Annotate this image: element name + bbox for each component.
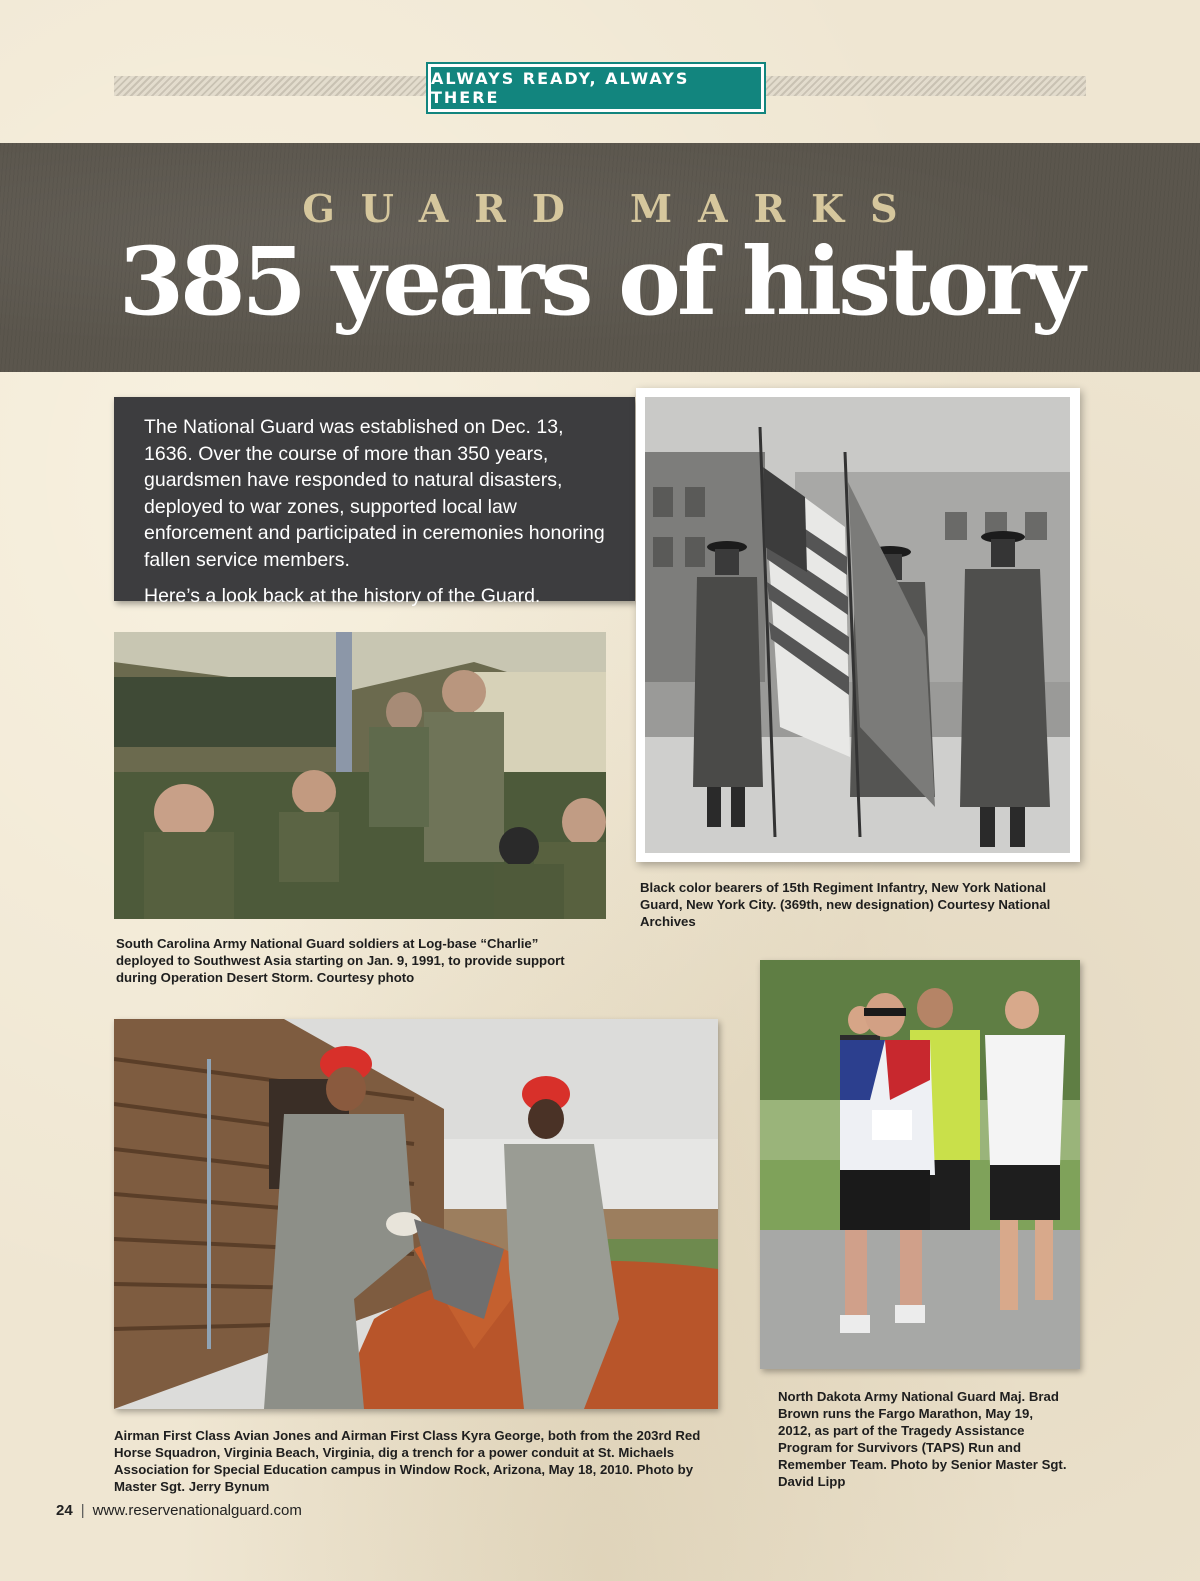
kicker-rule-right — [764, 76, 1086, 96]
intro-paragraph-2: Here’s a look back at the history of the Guard. — [144, 585, 541, 607]
color-bearers-caption: Black color bearers of 15th Regiment Infantry, New York National Guard, New York City. (369th, new designation) Courtesy National Archives — [640, 880, 1051, 929]
section-supertitle: GUARD MARKS — [302, 186, 924, 231]
intro-paragraph-1: The National Guard was established on Dec. 13, 1636. Over the course of more than 350 years, guardsmen have responded to natural disasters, deployed to war zones, supported local law enforcement and participated in ceremonies honoring fallen service members. — [144, 416, 605, 571]
kicker-rule-left — [114, 76, 428, 96]
footer-url-link[interactable]: www.reservenationalguard.com — [92, 1502, 302, 1519]
kicker-label: ALWAYS READY, ALWAYS THERE — [428, 64, 764, 112]
desert-storm-photo — [114, 632, 606, 919]
page-number: 24 — [56, 1502, 73, 1519]
color-bearers-photo — [645, 397, 1070, 853]
page-footer — [56, 1502, 302, 1519]
desert-storm-caption: South Carolina Army National Guard soldiers at Log-base “Charlie” deployed to Southwest Asia starting on Jan. 9, 1991, to provide support during Operation Desert Storm. Courtesy photo — [116, 936, 565, 985]
fargo-marathon-photo — [760, 960, 1080, 1369]
intro-box — [114, 397, 635, 607]
trench-digging-photo — [114, 1019, 718, 1409]
footer-separator: | — [80, 1502, 85, 1519]
fargo-marathon-caption: North Dakota Army National Guard Maj. Brad Brown runs the Fargo Marathon, May 19, 2012, as part of the Tragedy Assistance Program for Survivors (TAPS) Run and Remember Team. Photo by Senior Master Sgt. David Lipp — [778, 1389, 1067, 1489]
trench-digging-caption: Airman First Class Avian Jones and Airman First Class Kyra George, both from the 203rd Red Horse Squadron, Virginia Beach, Virginia, dig a trench for a power conduit at St. Michaels Association for Special Education campus in Window Rock, Arizona, May 18, 2010. Photo by Master Sgt. Jerry Bynum — [114, 1428, 701, 1494]
page-title: 385 years of history — [118, 227, 1082, 337]
